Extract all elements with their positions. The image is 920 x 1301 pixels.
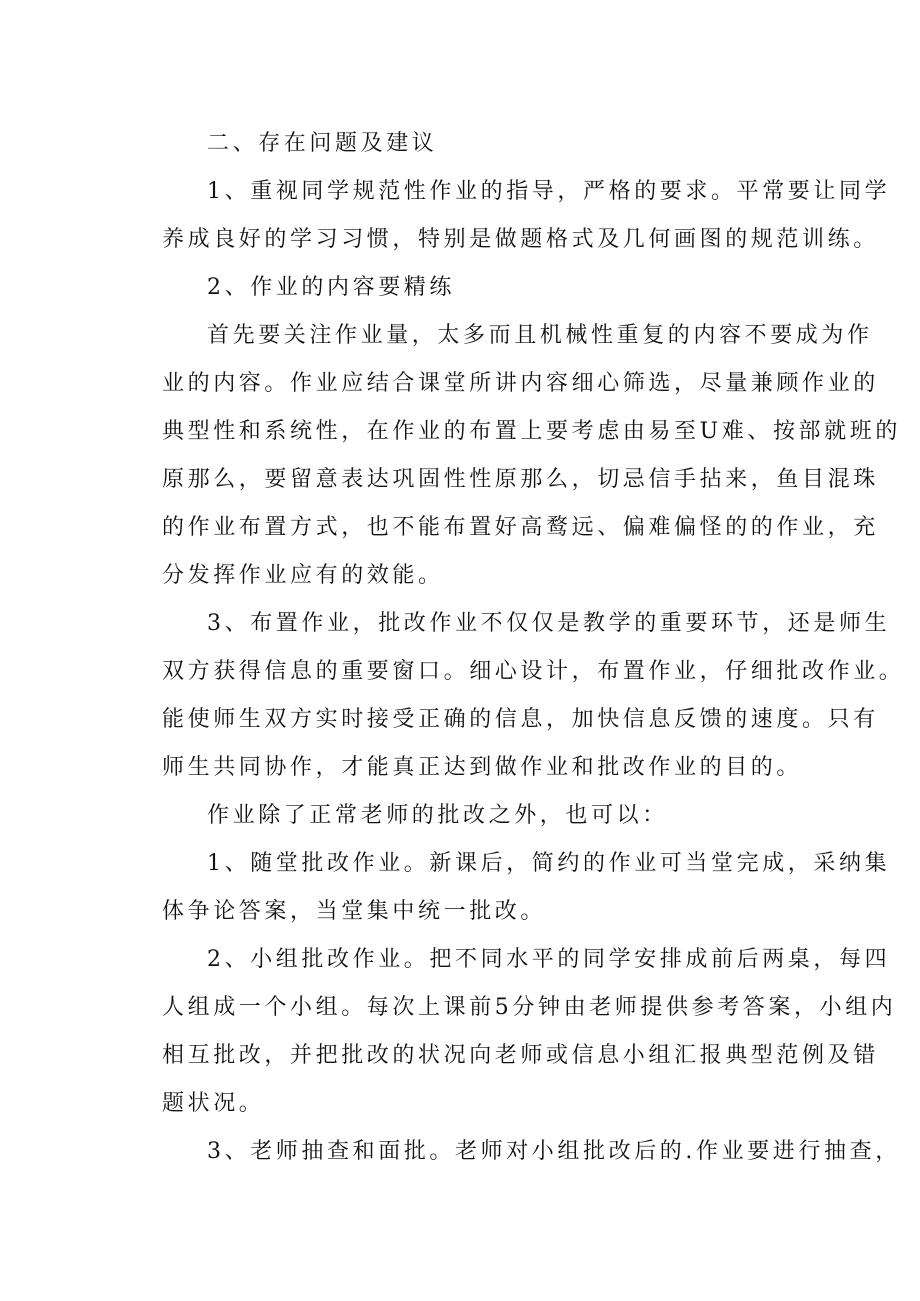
paragraph-line: 3、老师抽查和面批。老师对小组批改后的.作业要进行抽查， [207,1139,901,1164]
paragraph-line: 1、随堂批改作业。新课后，简约的作业可当堂完成，采纳集 [207,851,891,876]
paragraph-line: 师生共同协作，才能真正达到做作业和批改作业的目的。 [162,755,803,780]
paragraph-line: 1、重视同学规范性作业的指导，严格的要求。平常要让同学 [207,179,891,204]
paragraph-line: 养成良好的学习习惯，特别是做题格式及几何画图的规范训练。 [162,227,879,252]
paragraph-line: 3、布置作业，批改作业不仅仅是教学的重要环节，还是师生 [207,611,891,636]
section-heading: 二、存在问题及建议 [207,131,438,156]
paragraph-line: 典型性和系统性，在作业的布置上要考虑由易至U难、按部就班的 [162,419,901,444]
paragraph-line: 业的内容。作业应结合课堂所讲内容细心筛选，尽量兼顾作业的 [162,371,879,396]
paragraph-line: 分发挥作业应有的效能。 [162,563,444,588]
paragraph-line: 原那么，要留意表达巩固性性原那么，切忌信手拈来，鱼目混珠 [162,467,879,492]
paragraph-line: 2、小组批改作业。把不同水平的同学安排成前后两桌，每四 [207,947,891,972]
paragraph-line: 作业除了正常老师的批改之外，也可以： [207,803,668,828]
paragraph-line: 首先要关注作业量，太多而且机械性重复的内容不要成为作 [207,323,873,348]
paragraph-line: 人组成一个小组。每次上课前5分钟由老师提供参考答案，小组内 [162,995,897,1020]
paragraph-line: 能使师生双方实时接受正确的信息，加快信息反馈的速度。只有 [162,707,879,732]
paragraph-line: 题状况。 [162,1091,265,1116]
paragraph-line: 体争论答案，当堂集中统一批改。 [162,899,547,924]
paragraph-line: 的作业布置方式，也不能布置好高鹜远、偏难偏怪的的作业，充 [162,515,879,540]
paragraph-line: 相互批改，并把批改的状况向老师或信息小组汇报典型范例及错 [162,1043,879,1068]
paragraph-line: 双方获得信息的重要窗口。细心设计，布置作业，仔细批改作业。 [162,659,905,684]
paragraph-line: 2、作业的内容要精练 [207,275,455,300]
